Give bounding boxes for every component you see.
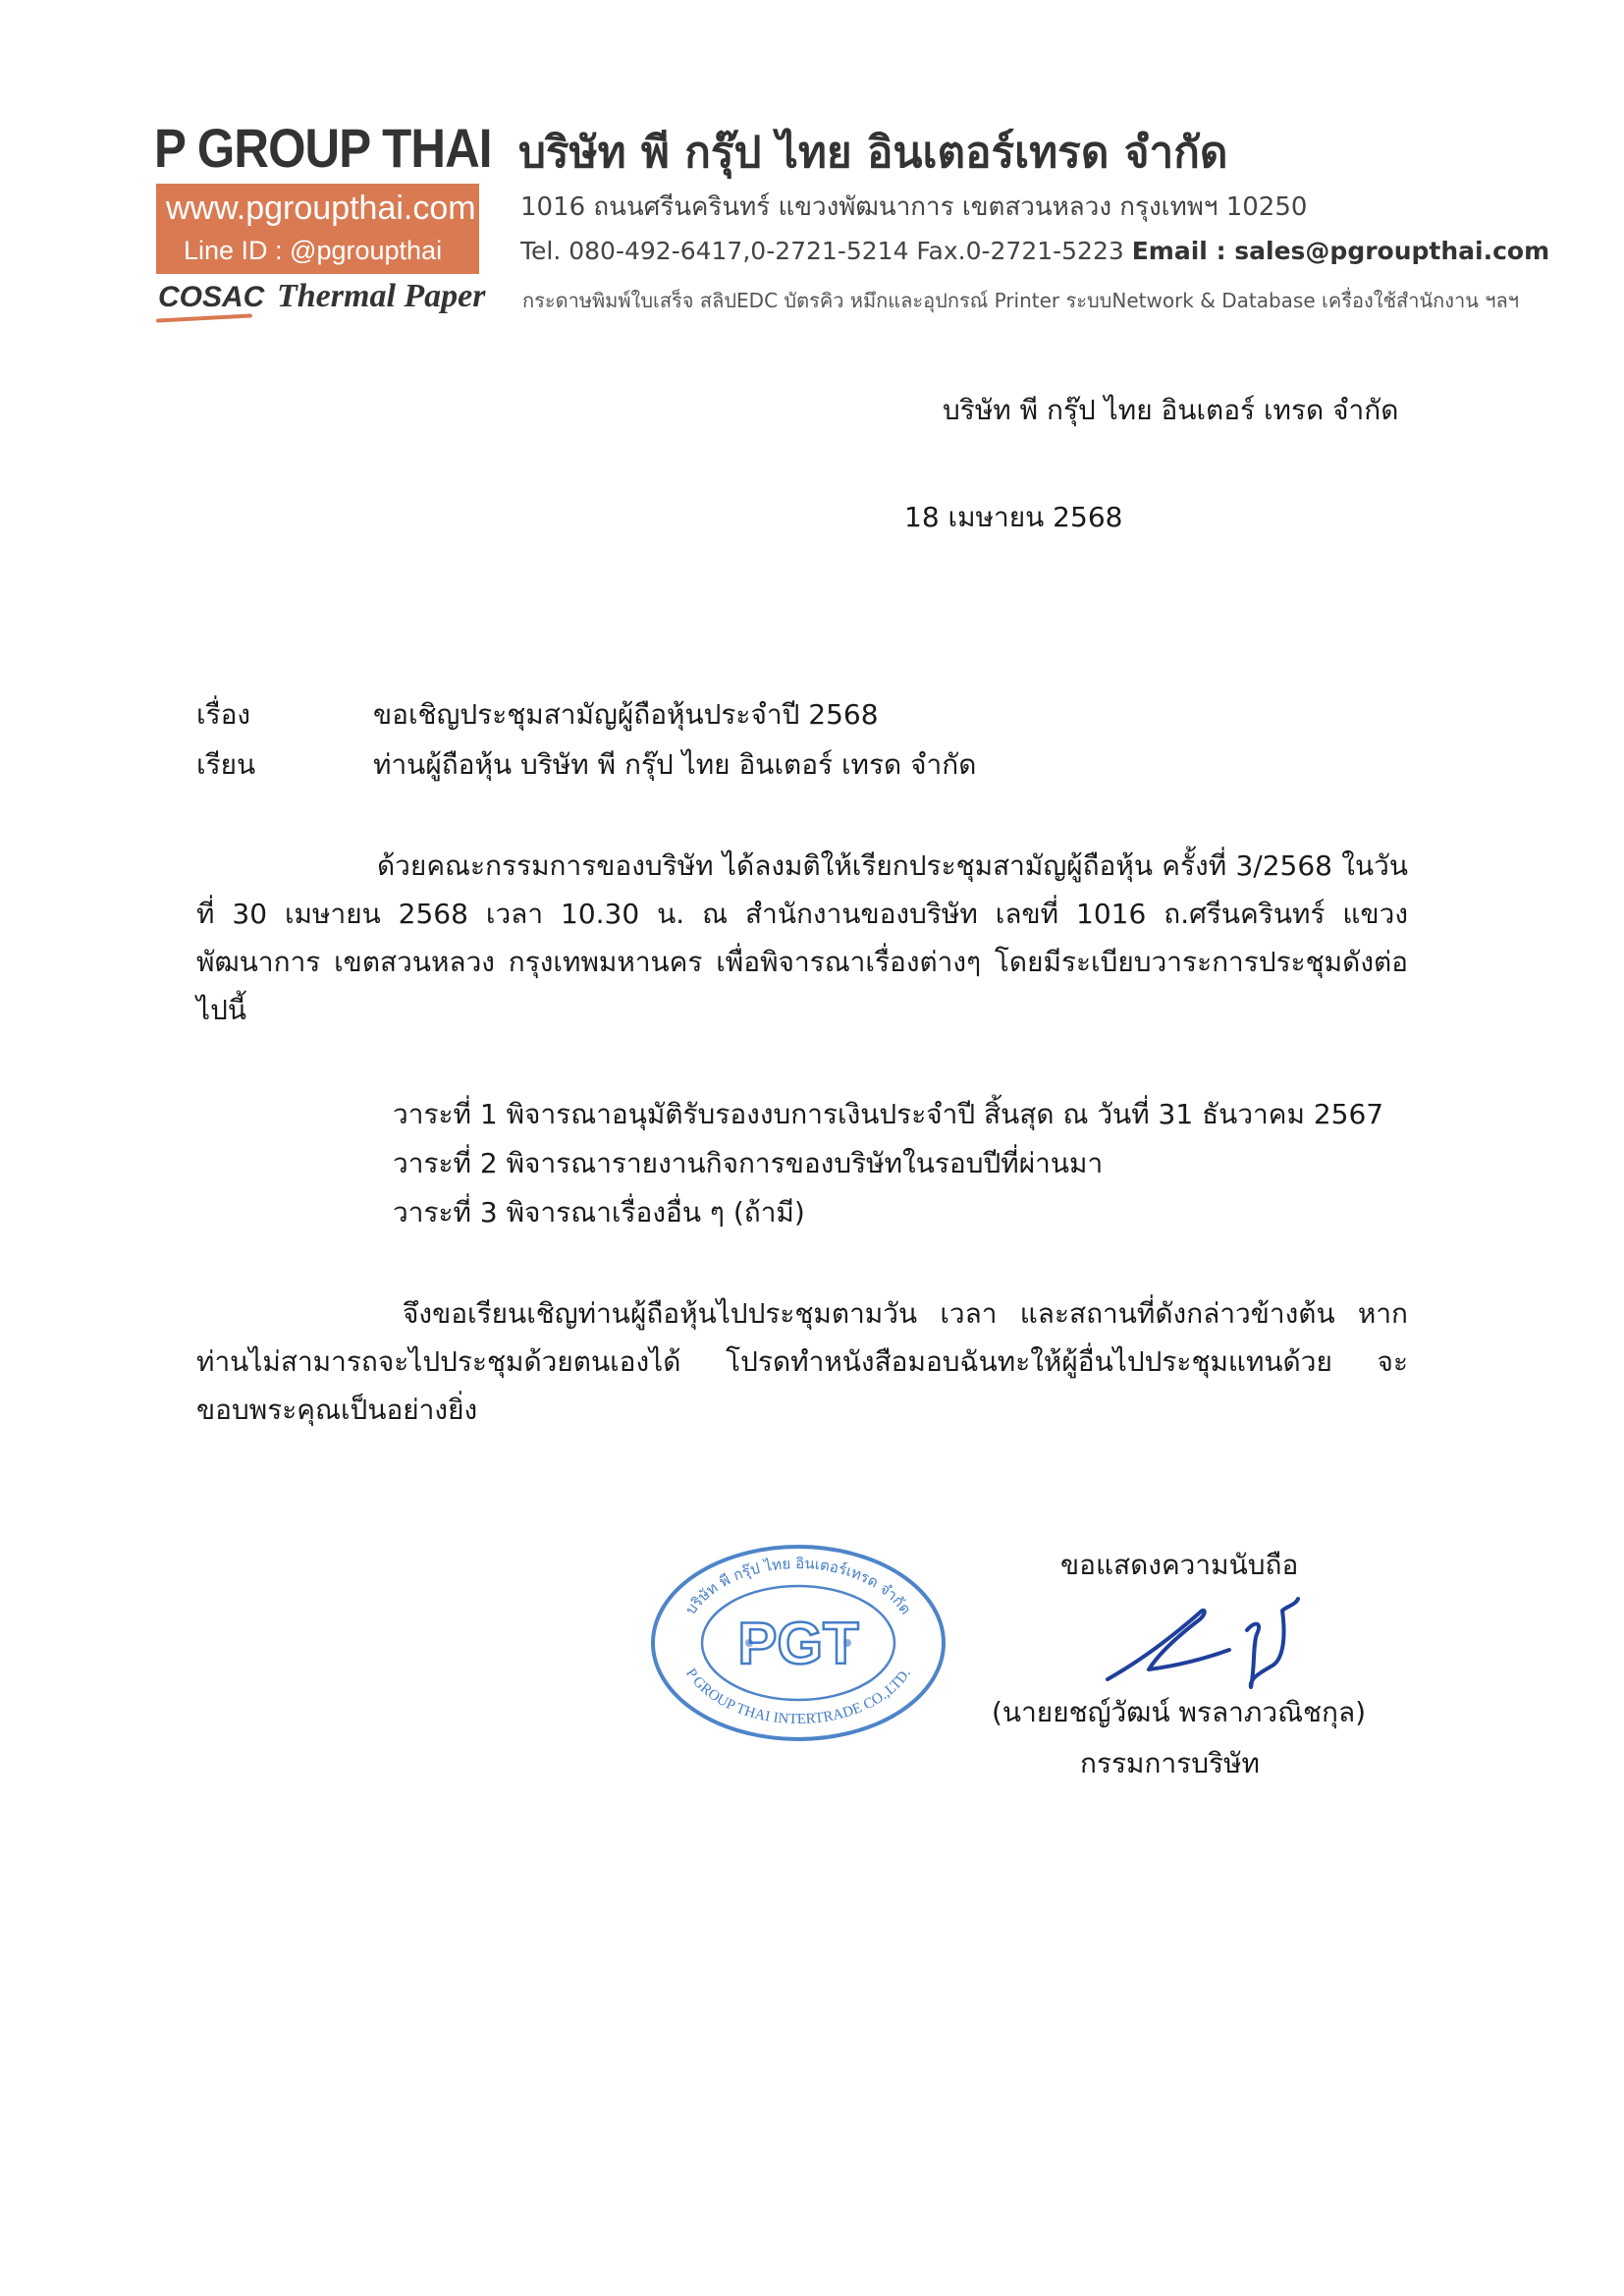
brand-logo-text: P GROUP THAI [154,117,492,179]
cosac-underline [156,313,252,322]
paragraph-invitation: จึงขอเรียนเชิญท่านผู้ถือหุ้นไปประชุมตามวัน เวลา และสถานที่ดังกล่าวข้างต้น หากท่านไม่สามารถจะไปประชุมด้วยตนเองได้ โปรดทำหนังสือมอบฉันทะให้ผู้อื่นไปประชุมแทนด้วย จะขอบพระคุณเป็นอย่างยิ่ง [196,1297,1408,1426]
signer-name: (นายยชญ์วัฒน์ พรลาภวณิชกุล) [992,1696,1367,1728]
agenda-item-1: วาระที่ 1 พิจารณาอนุมัติรับรองงบการเงินประจำปี สิ้นสุด ณ วันที่ 31 ธันวาคม 2567 [393,1098,1384,1130]
company-products: กระดาษพิมพ์ใบเสร็จ สลิปEDC บัตรคิว หมึกและอุปกรณ์ Printer ระบบNetwork & Database เครื่องใช้สำนักงาน ฯลฯ [522,289,1520,312]
agenda-item-2: วาระที่ 2 พิจารณารายงานกิจการของบริษัทในรอบปีที่ผ่านมา [393,1147,1104,1179]
closing-text: ขอแสดงความนับถือ [1060,1549,1299,1581]
seal-ring-top-text: บริษัท พี กรุ๊ป ไทย อินเตอร์เทรด จำกัด [681,1555,915,1618]
company-address: 1016 ถนนศรีนครินทร์ แขวงพัฒนาการ เขตสวนหลวง กรุงเทพฯ 10250 [520,192,1308,222]
line-id-text: Line ID : @pgroupthai [184,236,443,265]
recipient-label: เรียน [196,748,256,781]
thermal-paper-text: Thermal Paper [277,278,486,314]
tel-fax: Tel. 080-492-6417,0-2721-5214 Fax.0-2721-5223 [520,237,1124,265]
company-name: บริษัท พี กรุ๊ป ไทย อินเตอร์เทรด จำกัด [518,128,1228,178]
company-contact [520,237,1549,265]
contact-banner [156,184,479,274]
email-label: Email : [1131,237,1235,265]
website-text: www.pgroupthai.com [166,190,476,227]
handwritten-signature [1090,1571,1326,1699]
seal-ring-bottom-text: P GROUP THAI INTERTRADE CO.,LTD. [682,1666,914,1728]
paragraph-intro: ด้วยคณะกรรมการของบริษัท ได้ลงมติให้เรียกประชุมสามัญผู้ถือหุ้น ครั้งที่ 3/2568 ในวันที่ 30 เมษายน 2568 เวลา 10.30 น. ณ สำนักงานของบริษัท เลขที่ 1016 ถ.ศรีนครินทร์ แขวงพัฒนาการ เขตสวนหลวง กรุงเทพมหานคร เพื่อพิจารณาเรื่องต่างๆ โดยมีระเบียบวาระการประชุมดังต่อไปนี้ [196,849,1408,1026]
seal-center-text: PGT [737,1611,859,1676]
company-seal-stamp [648,1542,948,1744]
agenda-item-3: วาระที่ 3 พิจารณาเรื่องอื่น ๆ (ถ้ามี) [393,1196,805,1229]
subject-text: ขอเชิญประชุมสามัญผู้ถือหุ้นประจำปี 2568 [373,698,879,731]
signer-title: กรรมการบริษัท [1080,1747,1260,1779]
cosac-logo-text: COSAC [158,281,265,313]
sender-name: บริษัท พี กรุ๊ป ไทย อินเตอร์ เทรด จำกัด [943,394,1399,426]
email-address: sales@pgroupthai.com [1234,237,1550,265]
subject-label: เรื่อง [196,698,251,731]
letter-date: 18 เมษายน 2568 [904,501,1123,533]
recipient-text: ท่านผู้ถือหุ้น บริษัท พี กรุ๊ป ไทย อินเตอร์ เทรด จำกัด [373,748,977,781]
